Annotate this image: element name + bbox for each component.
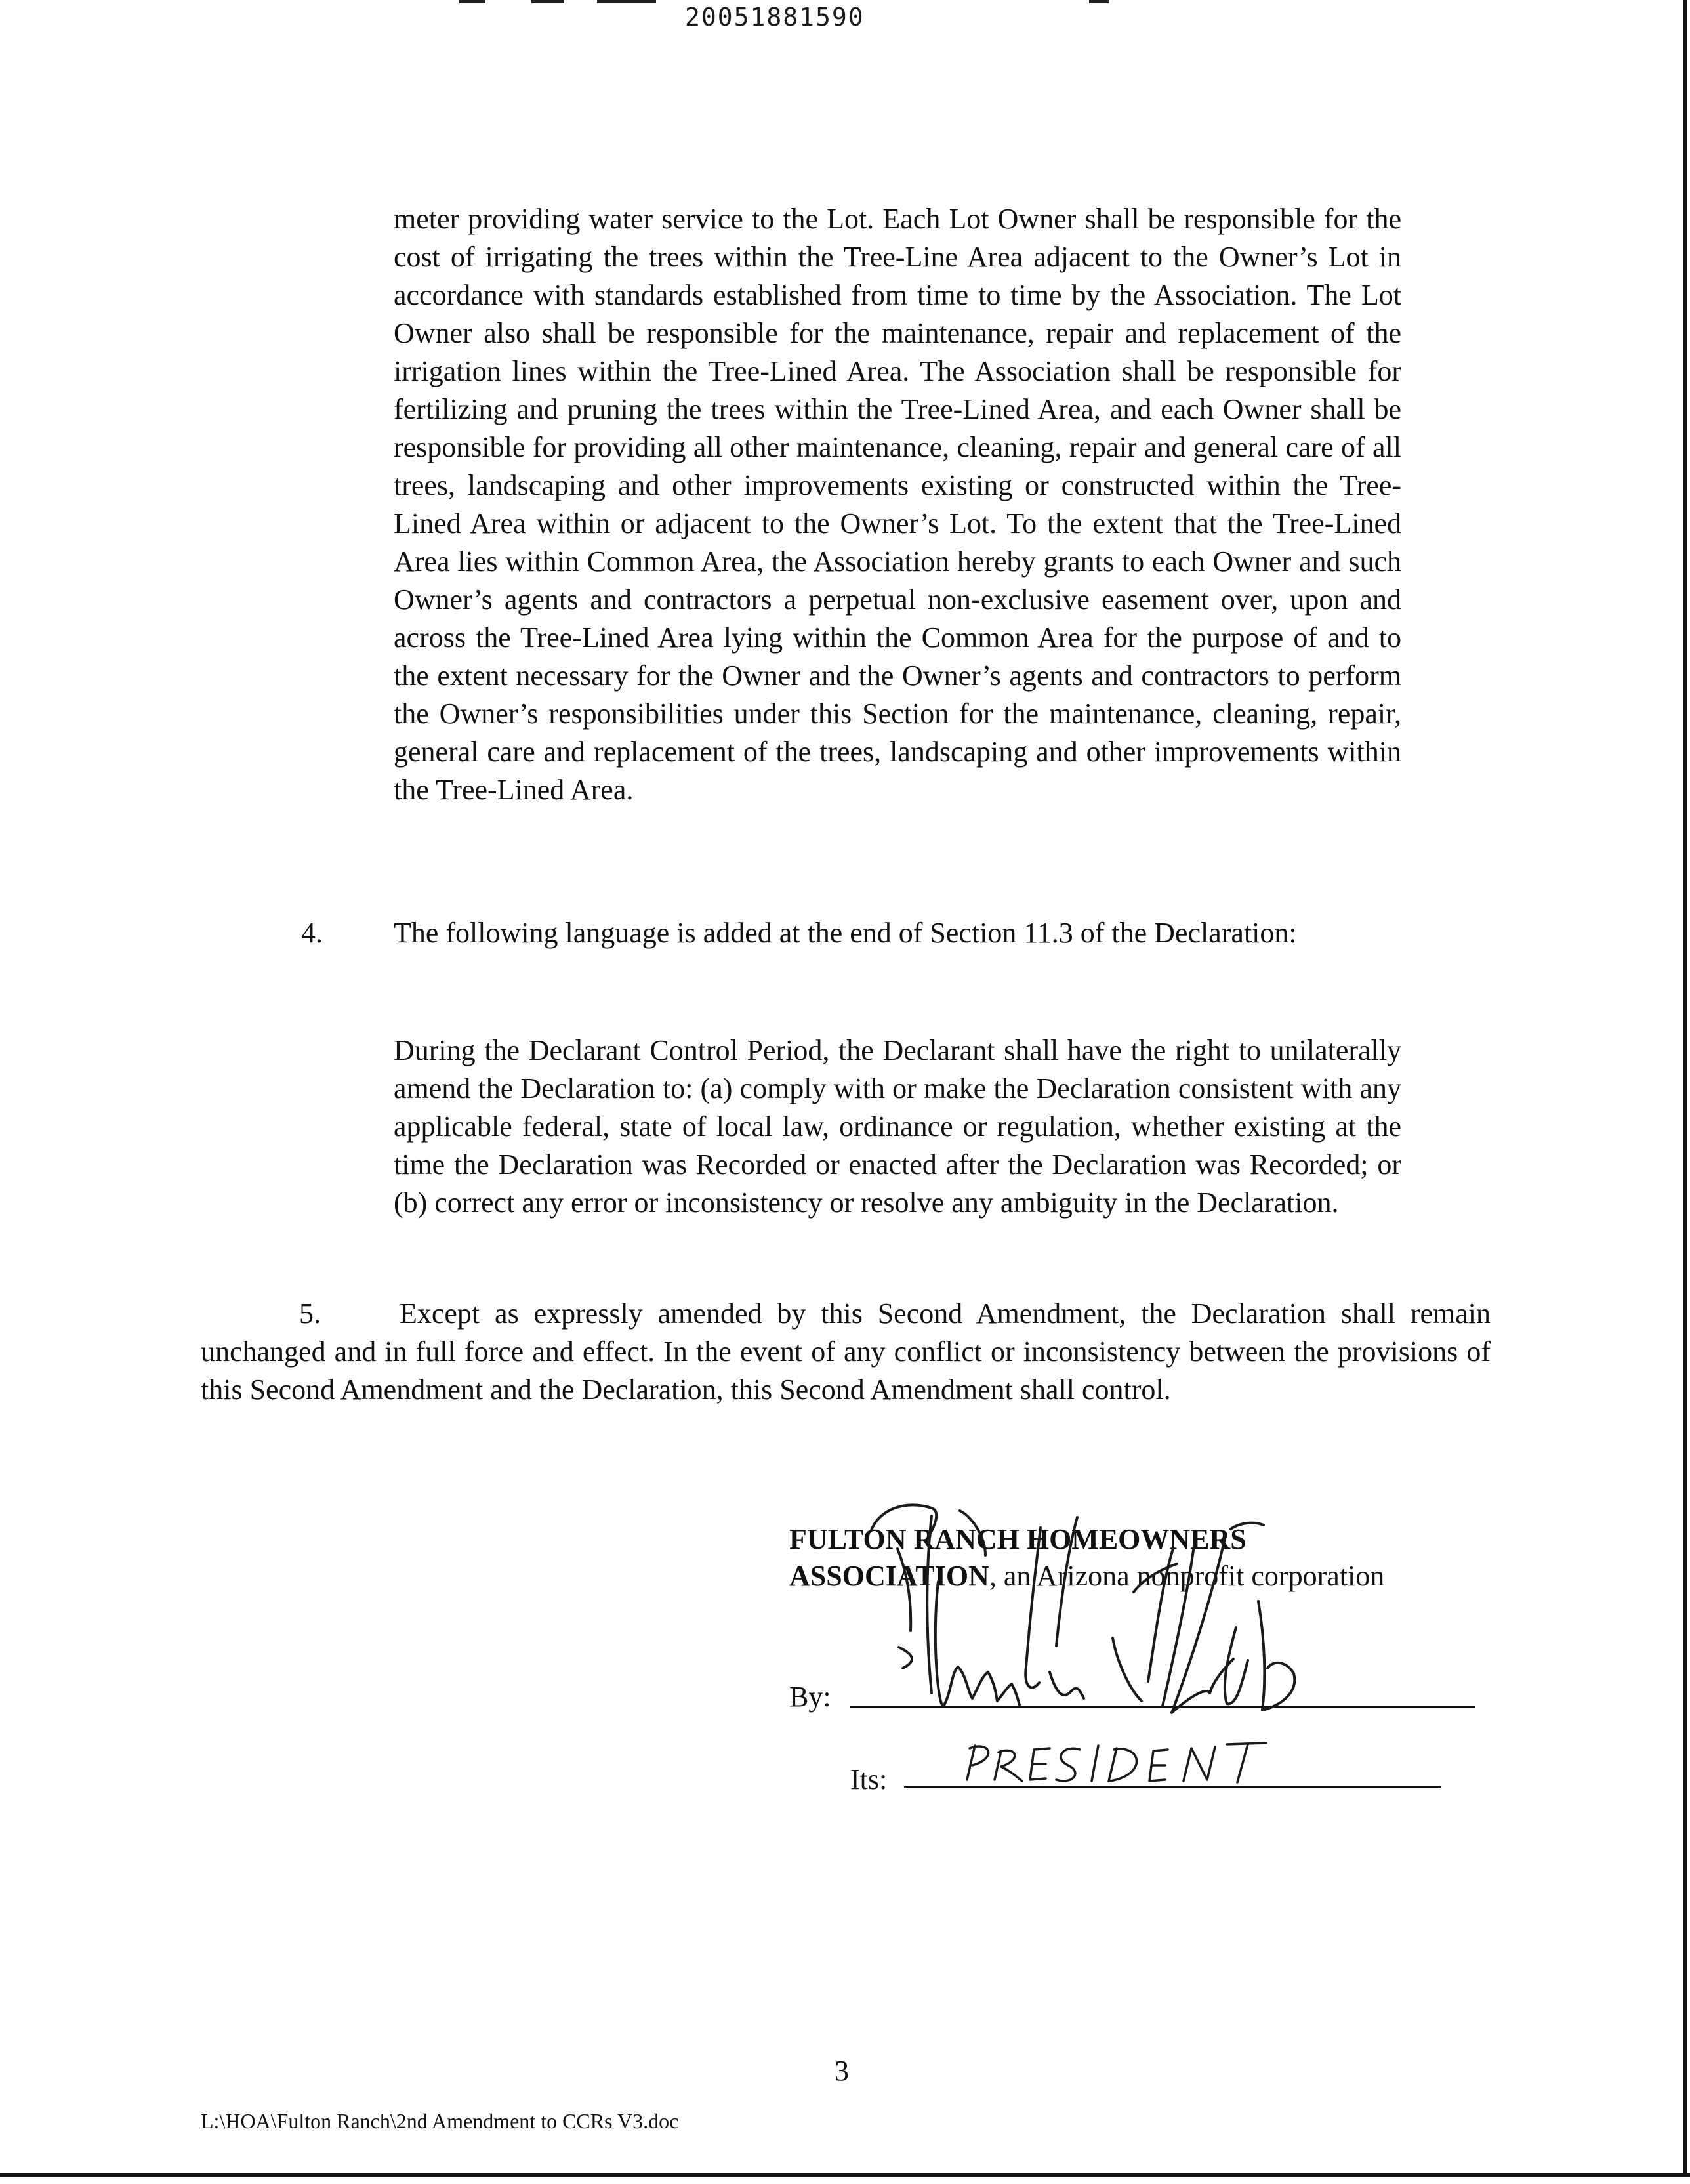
org-name-line1: FULTON RANCH HOMEOWNERS	[789, 1523, 1247, 1555]
handwritten-signature	[774, 1496, 1430, 1798]
item-4-text: The following language is added at the end of Section 11.3 of the Declaration:	[394, 917, 1297, 949]
document-id: 20051881590	[685, 3, 865, 32]
org-name-association: ASSOCIATION	[789, 1560, 989, 1592]
item-5-text: Except as expressly amended by this Second Amendment, the Declaration shall remain unchanged and in full force and effect. In the event of any conflict or inconsistency between the provisions of this Second Amendment and the Declaration, this Second Amendment shall control.	[201, 1297, 1491, 1406]
scan-right-border	[1683, 0, 1687, 2177]
its-label: Its:	[850, 1763, 888, 1796]
footer-file-path: L:\HOA\Fulton Ranch\2nd Amendment to CCRs V3.doc	[201, 2109, 679, 2133]
item-5-paragraph	[201, 1295, 1491, 1409]
scan-bottom-border	[0, 2174, 1690, 2177]
item-5-number: 5.	[299, 1297, 321, 1330]
org-description: , an Arizona nonprofit corporation	[989, 1560, 1385, 1592]
continuation-paragraph: meter providing water service to the Lot. Each Lot Owner shall be responsible for the cost of irrigating the trees within the Tree-Line Area adjacent to the Owner’s Lot in accordance with standards established from time to time by the Association. The Lot Owner also shall be responsible for the maintenance, repair and replacement of the irrigation lines within the Tree-Lined Area. The Association shall be responsible for fertilizing and pruning the trees within the Tree-Lined Area, and each Owner shall be responsible for providing all other maintenance, cleaning, repair and general care of all trees, landscaping and other improvements existing or constructed within the Tree-Lined Area within or adjacent to the Owner’s Lot. To the extent that the Tree-Lined Area lies within Common Area, the Association hereby grants to each Owner and such Owner’s agents and contractors a perpetual non-exclusive easement over, upon and across the Tree-Lined Area lying within the Common Area for the purpose of and to the extent necessary for the Owner and the Owner’s agents and contractors to perform the Owner’s responsibilities under this Section for the maintenance, cleaning, repair, general care and replacement of the trees, landscaping and other improvements within the Tree-Lined Area.	[394, 203, 1401, 806]
item-4-number: 4.	[301, 917, 323, 949]
by-label: By:	[789, 1681, 831, 1713]
page-number: 3	[835, 2055, 849, 2087]
item-4-quote-paragraph: During the Declarant Control Period, the Declarant shall have the right to unilaterally amend the Declaration to: (a) comply with or make the Declaration consistent with any applicable federal, state of local law, ordinance or regulation, whether existing at the time the Declaration was Recorded or enacted after the Declaration was Recorded; or (b) correct any error or inconsistency or resolve any ambiguity in the Declaration.	[394, 1034, 1401, 1219]
